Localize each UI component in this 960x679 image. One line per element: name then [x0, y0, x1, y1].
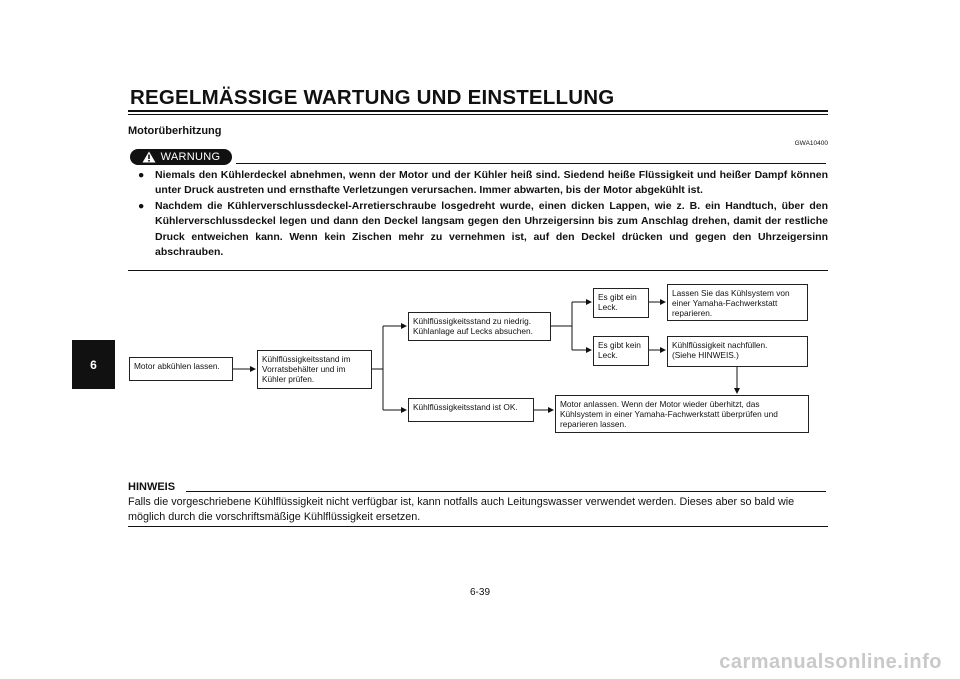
- flow-text: Kühlsystem in einer Yamaha-Fachwerkstatt überprüfen und: [560, 409, 778, 419]
- flow-box-repair: [667, 284, 808, 321]
- flow-text: Motor anlassen. Wenn der Motor wieder überhitzt, das: [560, 399, 760, 409]
- section-heading: Motorüberhitzung: [128, 125, 222, 137]
- flow-text: Leck.: [598, 350, 618, 360]
- flow-box-leak-no: [593, 336, 649, 366]
- flow-box-level-low: [408, 312, 551, 341]
- flow-text: reparieren lassen.: [560, 419, 627, 429]
- warning-item-text: Nachdem die Kühlerverschlussdeckel-Arretierschraube losgedreht wurde, einen dicken Lappen, wie z. B. ein Handtuch, über den Kühlerverschlussdeckel legen und dann den Deckel langsam gegen den Uhrzeigersinn bis zum Anschlag drehen, damit der restliche Druck entweichen kann. Wenn kein Zischen mehr zu vernehmen ist, auf den Deckel drücken und gegen den Uhrzeigersinn abschrauben.: [155, 199, 828, 259]
- page-title: REGELMÄSSIGE WARTUNG UND EINSTELLUNG: [130, 86, 615, 109]
- bullet-icon: ●: [138, 199, 145, 212]
- flow-text: Kühlflüssigkeit nachfüllen.: [672, 340, 768, 350]
- warning-label: WARNUNG: [160, 151, 221, 163]
- note-text: Falls die vorgeschriebene Kühlflüssigkeit nicht verfügbar ist, kann notfalls auch Leitungswasser verwendet werden. Dieses aber so bald wie möglich durch die vorschriftsmäßige Kühlflüssigkeit ersetzen.: [128, 496, 795, 523]
- flow-text: Lassen Sie das Kühlsystem von: [672, 288, 790, 298]
- flow-text: Kühlflüssigkeitsstand ist OK.: [413, 402, 518, 412]
- flow-text: Kühlanlage auf Lecks absuchen.: [413, 326, 533, 336]
- flow-box-refill: [667, 336, 808, 367]
- note-end-rule: [128, 526, 828, 527]
- watermark: carmanualsonline.info: [719, 651, 942, 673]
- note-title: HINWEIS: [128, 481, 176, 493]
- flow-text: Kühlflüssigkeitsstand im: [262, 354, 351, 364]
- bullet-icon: ●: [138, 169, 145, 181]
- flow-box-leak-yes: [593, 288, 649, 318]
- flow-box-motor-cool: [129, 357, 233, 381]
- flow-text: Motor abkühlen lassen.: [134, 361, 220, 371]
- flow-text: Vorratsbehälter und im: [262, 364, 346, 374]
- flow-text: Kühlflüssigkeitsstand zu niedrig.: [413, 316, 532, 326]
- note-rule: [186, 491, 826, 492]
- flow-text: Leck.: [598, 302, 618, 312]
- flow-box-check-level: [257, 350, 372, 389]
- flow-text: Es gibt ein: [598, 292, 637, 302]
- flow-text: Es gibt kein: [598, 340, 641, 350]
- flow-text: reparieren.: [672, 308, 713, 318]
- chapter-tab: 6: [72, 340, 115, 389]
- flow-text: (Siehe HINWEIS.): [672, 350, 739, 360]
- flow-text: einer Yamaha-Fachwerkstatt: [672, 298, 778, 308]
- page-number: 6-39: [469, 587, 490, 598]
- flow-text: Kühler prüfen.: [262, 374, 315, 384]
- warning-code: GWA10400: [794, 140, 828, 147]
- flow-box-level-ok: [408, 398, 534, 422]
- warning-item-text: Niemals den Kühlerdeckel abnehmen, wenn der Motor und der Kühler heiß sind. Siedend heiße Flüssigkeit und heißer Dampf können unter Druck austreten und ernsthafte Verletzungen verursachen. Immer abwarten, bis der Motor abgekühlt ist.: [155, 169, 828, 197]
- flow-box-restart: [555, 395, 809, 433]
